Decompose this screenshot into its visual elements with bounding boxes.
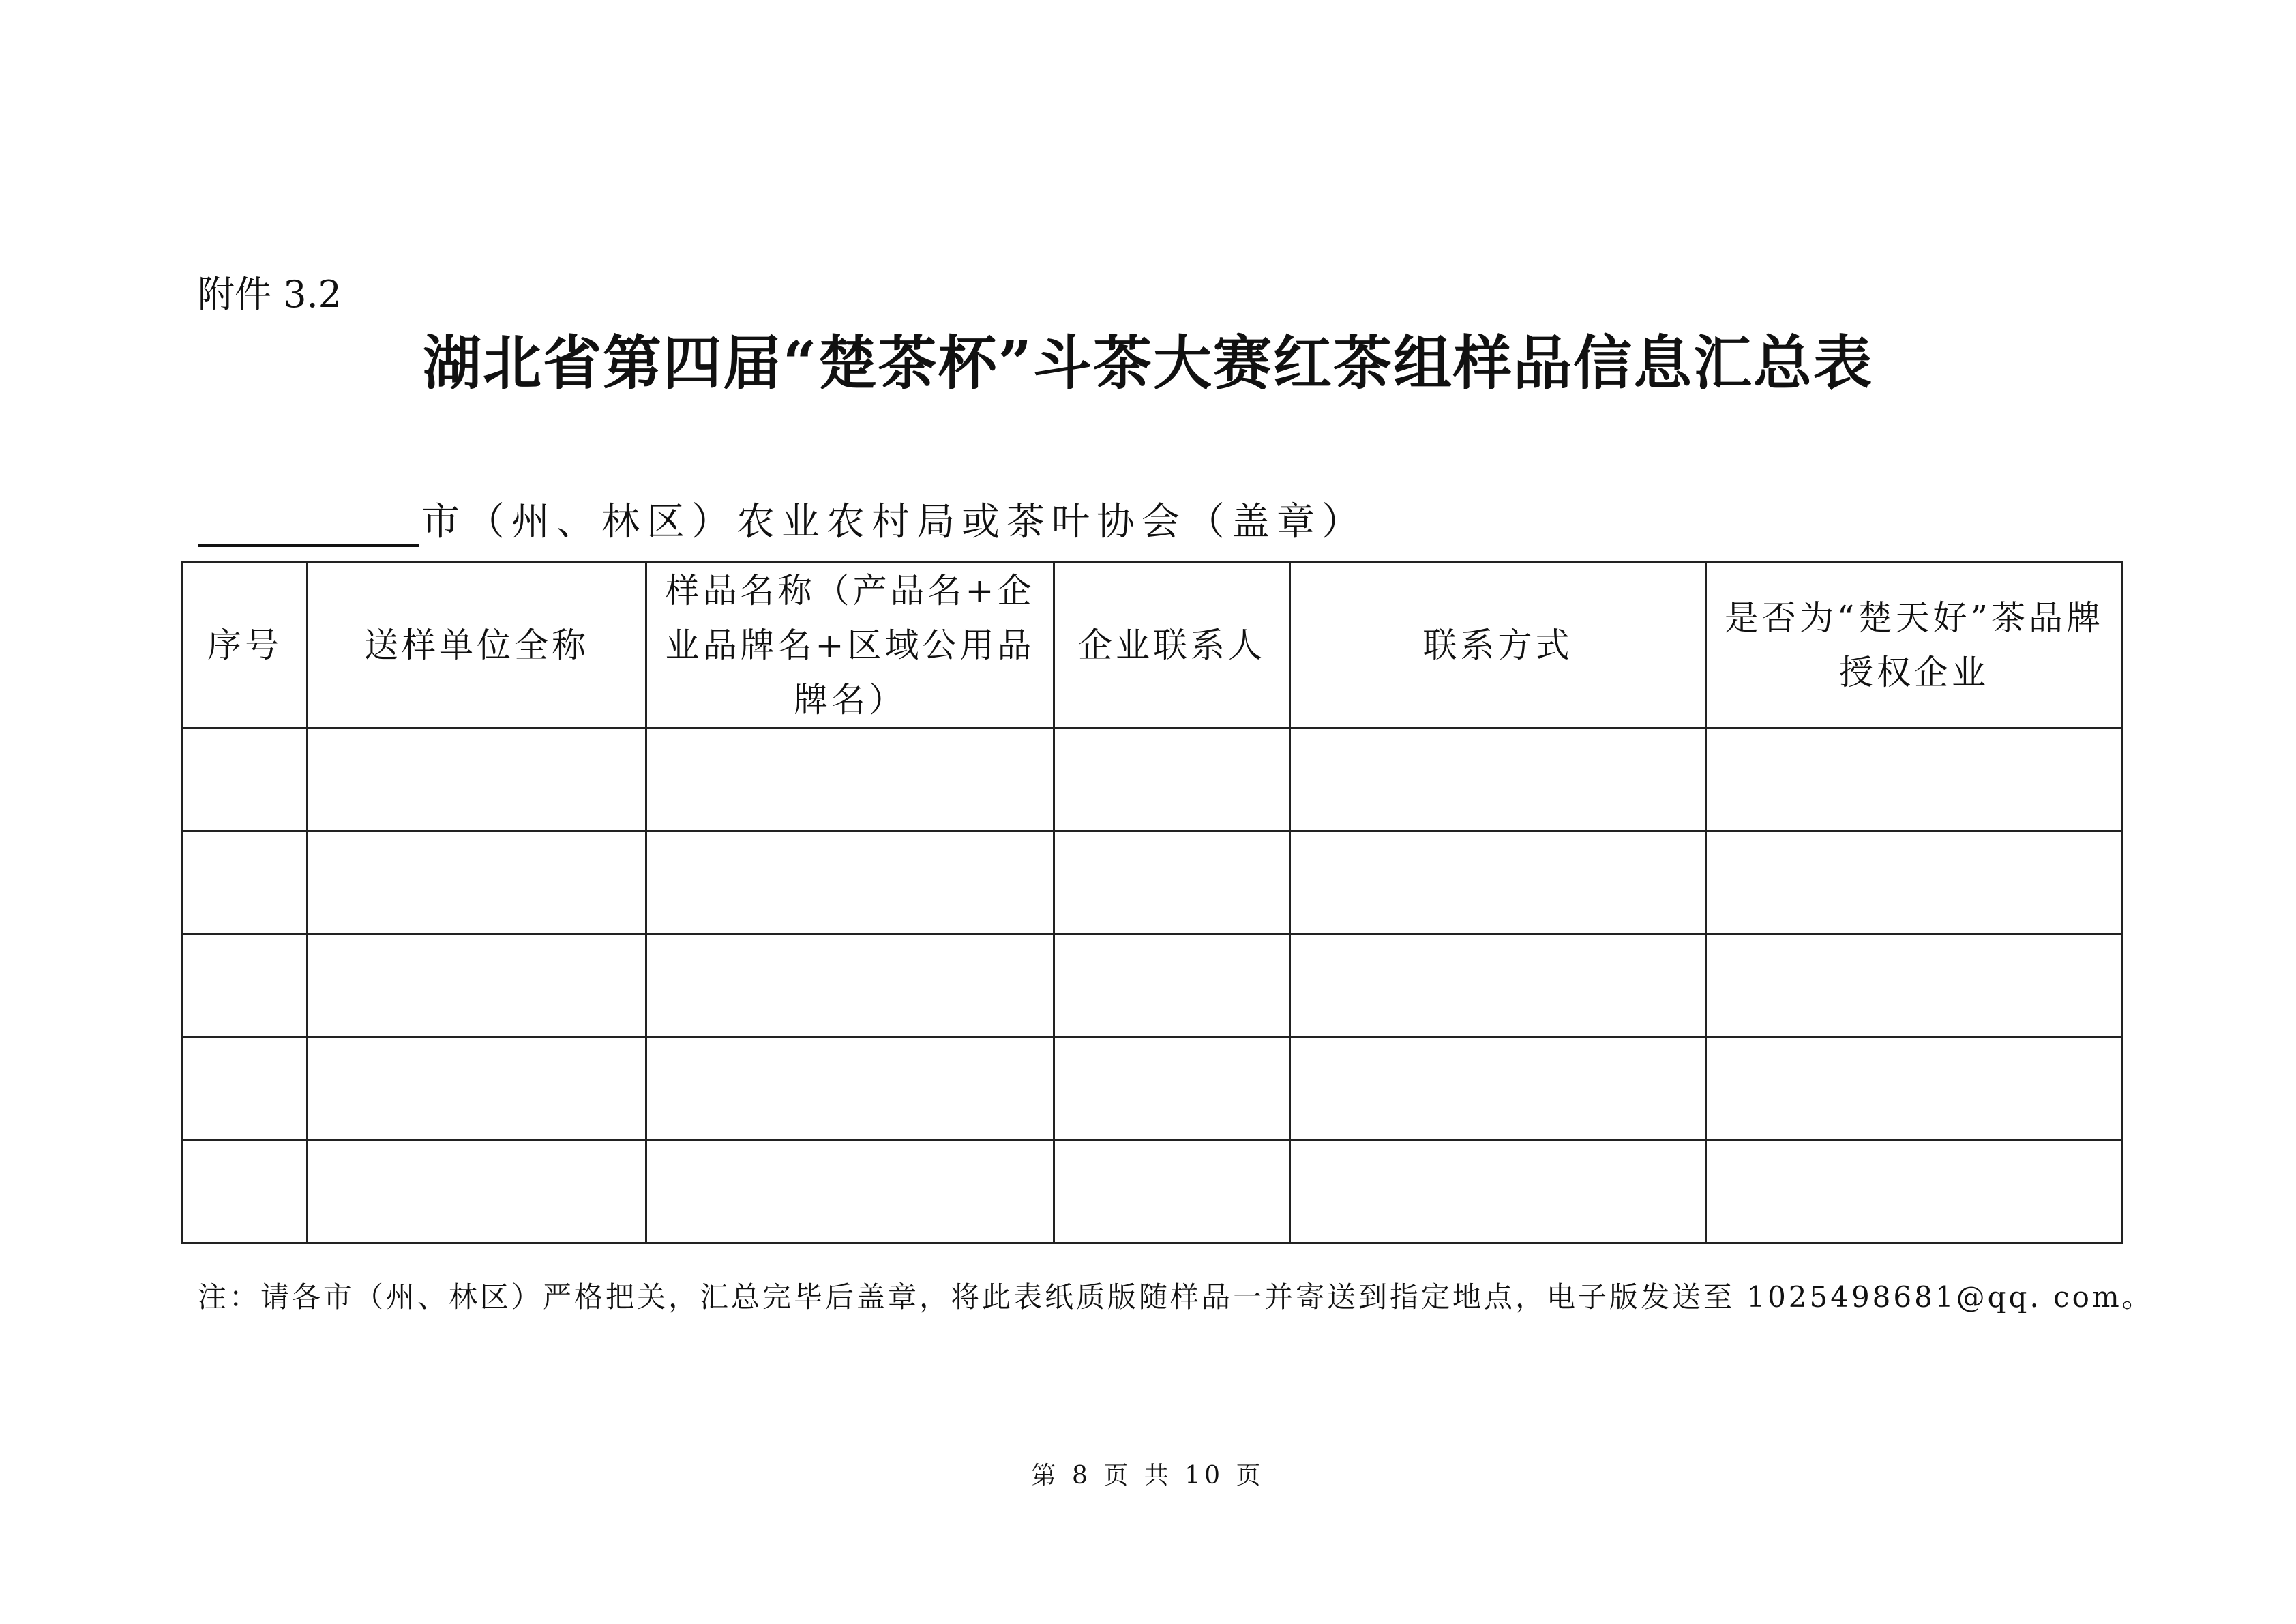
brand-authorization-cell[interactable] bbox=[1706, 831, 2123, 934]
submission-note: 注：请各市（州、林区）严格把关，汇总完毕后盖章，将此表纸质版随样品一并寄送到指定地点，电子版发送至 1025498681@qq. com。 bbox=[198, 1280, 2153, 1314]
header-sender-unit: 送样单位全称 bbox=[308, 562, 646, 728]
header-contact-method: 联系方式 bbox=[1290, 562, 1706, 728]
contact-method-cell[interactable] bbox=[1290, 728, 1706, 831]
table-row bbox=[183, 728, 2123, 831]
table-header-row bbox=[183, 562, 2123, 728]
header-contact-person: 企业联系人 bbox=[1054, 562, 1290, 728]
header-brand-authorization: 是否为“楚天好”茶品牌授权企业 bbox=[1706, 562, 2123, 728]
serial-number-cell[interactable] bbox=[183, 728, 308, 831]
sample-info-table bbox=[181, 561, 2123, 1244]
contact-person-cell[interactable] bbox=[1054, 728, 1290, 831]
brand-authorization-cell[interactable] bbox=[1706, 1140, 2123, 1243]
header-serial-number: 序号 bbox=[183, 562, 308, 728]
organization-line bbox=[198, 492, 1367, 547]
serial-number-cell[interactable] bbox=[183, 934, 308, 1037]
attachment-label: 附件 3.2 bbox=[198, 273, 342, 316]
sample-name-cell[interactable] bbox=[646, 728, 1054, 831]
table-row bbox=[183, 1037, 2123, 1140]
page-number: 第 8 页 共 10 页 bbox=[1031, 1462, 1265, 1490]
sample-name-cell[interactable] bbox=[646, 1037, 1054, 1140]
document-title: 湖北省第四届“楚茶杯”斗茶大赛红茶组样品信息汇总表 bbox=[423, 329, 1873, 398]
brand-authorization-cell[interactable] bbox=[1706, 1037, 2123, 1140]
serial-number-cell[interactable] bbox=[183, 1140, 308, 1243]
sender-unit-cell[interactable] bbox=[308, 728, 646, 831]
brand-authorization-cell[interactable] bbox=[1706, 934, 2123, 1037]
contact-method-cell[interactable] bbox=[1290, 1140, 1706, 1243]
contact-method-cell[interactable] bbox=[1290, 1037, 1706, 1140]
brand-authorization-cell[interactable] bbox=[1706, 728, 2123, 831]
sample-name-cell[interactable] bbox=[646, 1140, 1054, 1243]
serial-number-cell[interactable] bbox=[183, 831, 308, 934]
table-row bbox=[183, 934, 2123, 1037]
sender-unit-cell[interactable] bbox=[308, 831, 646, 934]
contact-person-cell[interactable] bbox=[1054, 934, 1290, 1037]
sender-unit-cell[interactable] bbox=[308, 1037, 646, 1140]
organization-name-blank[interactable] bbox=[198, 503, 419, 547]
organization-line-text: 市（州、林区）农业农村局或茶叶协会（盖章） bbox=[421, 500, 1367, 544]
serial-number-cell[interactable] bbox=[183, 1037, 308, 1140]
contact-person-cell[interactable] bbox=[1054, 831, 1290, 934]
sender-unit-cell[interactable] bbox=[308, 934, 646, 1037]
sample-name-cell[interactable] bbox=[646, 934, 1054, 1037]
header-sample-name: 样品名称（产品名+企业品牌名+区域公用品牌名） bbox=[646, 562, 1054, 728]
contact-method-cell[interactable] bbox=[1290, 831, 1706, 934]
sample-name-cell[interactable] bbox=[646, 831, 1054, 934]
table-row bbox=[183, 831, 2123, 934]
sender-unit-cell[interactable] bbox=[308, 1140, 646, 1243]
contact-method-cell[interactable] bbox=[1290, 934, 1706, 1037]
contact-person-cell[interactable] bbox=[1054, 1140, 1290, 1243]
contact-person-cell[interactable] bbox=[1054, 1037, 1290, 1140]
sample-info-table-container bbox=[181, 561, 2123, 1244]
table-row bbox=[183, 1140, 2123, 1243]
